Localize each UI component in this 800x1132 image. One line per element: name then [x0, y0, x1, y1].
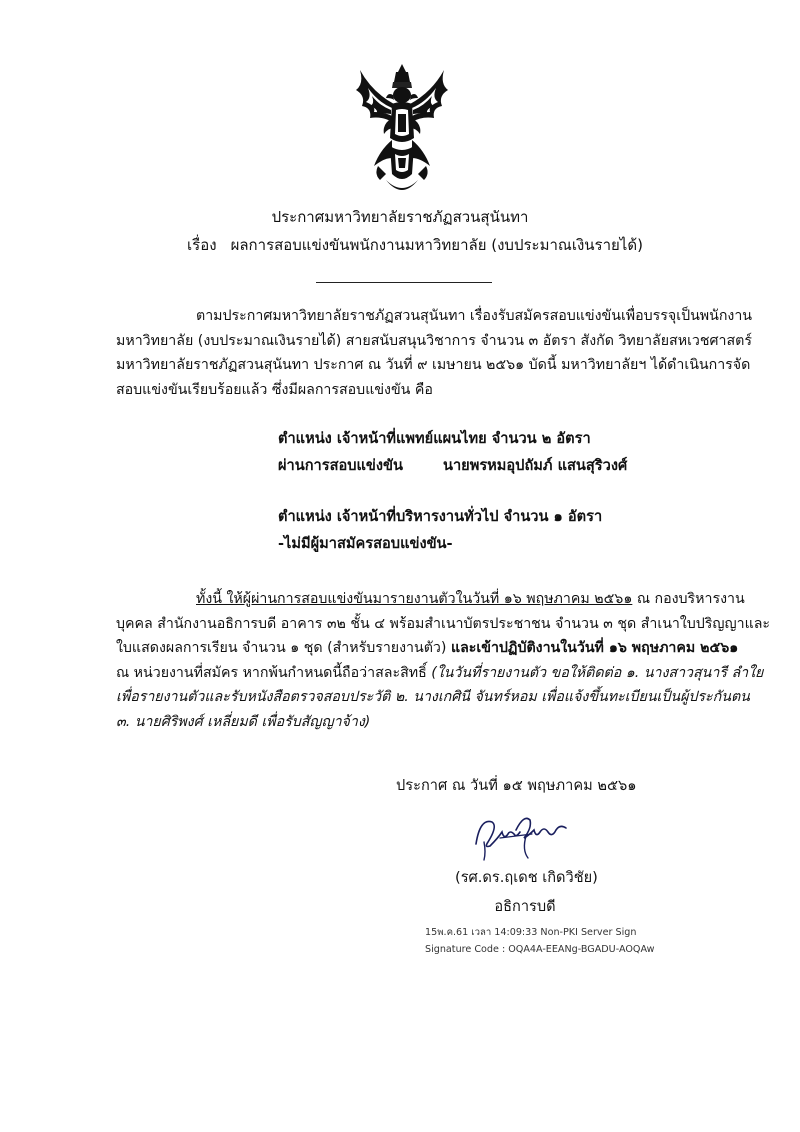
announcement-date: ประกาศ ณ วันที่ ๑๕ พฤษภาคม ๒๕๖๑: [396, 777, 637, 794]
instruction-line: ๓. นายศิริพงศ์ เหลี่ยมดี เพื่อรับสัญญาจ้าง): [116, 713, 371, 730]
title-divider: [316, 282, 492, 283]
instruction-text: ณ หน่วยงานที่สมัคร หากพ้นกำหนดนี้ถือว่าสละสิทธิ์: [116, 664, 432, 681]
intro-line: ตามประกาศมหาวิทยาลัยราชภัฏสวนสุนันทา เรื่องรับสมัครสอบแข่งขันเพื่อบรรจุเป็นพนักงาน: [196, 308, 753, 324]
intro-line: สอบแข่งขันเรียบร้อยแล้ว ซึ่งมีผลการสอบแข่งขัน คือ: [116, 381, 433, 398]
signature-code: Signature Code : OQA4A-EEANg-BGADU-AOQAw: [425, 944, 655, 955]
result-value: -ไม่มีผู้มาสมัครสอบแข่งขัน-: [278, 535, 453, 552]
position-title: ตำแหน่ง เจ้าหน้าที่บริหารงานทั่วไป จำนวน ๑ อัตรา: [278, 508, 603, 525]
intro-line: มหาวิทยาลัย (งบประมาณเงินรายได้) สายสนับสนุนวิชาการ จำนวน ๓ อัตรา สังกัด วิทยาลัยสหเวชศาสตร์: [116, 332, 752, 349]
intro-line: มหาวิทยาลัยราชภัฏสวนสุนันทา ประกาศ ณ วันที่ ๙ เมษายน ๒๕๖๑ บัดนี้ มหาวิทยาลัยฯ ได้ดำเนินการจัด: [116, 357, 751, 373]
garuda-emblem-icon: [352, 62, 452, 196]
instruction-line: [116, 661, 764, 686]
position-result: [278, 452, 698, 479]
signing-timestamp: 15พ.ค.61 เวลา 14:09:33 Non-PKI Server Sign: [425, 927, 637, 938]
result-label: ผ่านการสอบแข่งขัน: [278, 457, 403, 474]
subject-text: ผลการสอบแข่งขันพนักงานมหาวิทยาลัย (งบประมาณเงินรายได้): [230, 236, 643, 254]
position-block-general-admin: [278, 503, 698, 557]
result-value: นายพรหมอุปถัมภ์ แสนสุริวงศ์: [443, 457, 628, 474]
instruction-line: เพื่อรายงานตัวและรับหนังสือตรวจสอบประวัติ ๒. นางเกศินี จันทร์หอม เพื่อแจ้งขึ้นทะเบียนเป็นผู้ประกันตน: [116, 689, 750, 705]
instruction-text: ณ กองบริหารงาน: [632, 591, 745, 607]
subject-line: [0, 234, 800, 256]
contact-note-italic: (ในวันที่รายงานตัว ขอให้ติดต่อ ๑. นางสาวสุนารี ลำใย: [431, 664, 764, 681]
signature-icon: [470, 808, 580, 863]
subject-label: เรื่อง: [187, 236, 217, 254]
instruction-line: [116, 636, 739, 661]
instructions-paragraph: [116, 587, 771, 734]
intro-paragraph: [116, 304, 753, 402]
position-block-thai-medicine: [278, 425, 698, 479]
announcement-title: ประกาศมหาวิทยาลัยราชภัฏสวนสุนันทา: [271, 208, 529, 226]
report-date-underlined: ทั้งนี้ ให้ผู้ผ่านการสอบแข่งขันมารายงานตัวในวันที่ ๑๖ พฤษภาคม ๒๕๖๑: [196, 591, 633, 607]
instruction-line: บุคคล สำนักงานอธิการบดี อาคาร ๓๒ ชั้น ๔ พร้อมสำเนาบัตรประชาชน จำนวน ๓ ชุด สำเนาใบปริญญาและ: [116, 615, 771, 632]
position-title: ตำแหน่ง เจ้าหน้าที่แพทย์แผนไทย จำนวน ๒ อัตรา: [278, 430, 591, 447]
signer-title: อธิการบดี: [494, 898, 556, 915]
instruction-text: ใบแสดงผลการเรียน จำนวน ๑ ชุด (สำหรับรายงานตัว): [116, 640, 451, 656]
signer-name: (รศ.ดร.ฤเดช เกิดวิชัย): [455, 869, 598, 886]
instruction-line: [116, 587, 745, 612]
start-work-date-bold: และเข้าปฏิบัติงานในวันที่ ๑๖ พฤษภาคม ๒๕๖๑: [450, 640, 739, 656]
